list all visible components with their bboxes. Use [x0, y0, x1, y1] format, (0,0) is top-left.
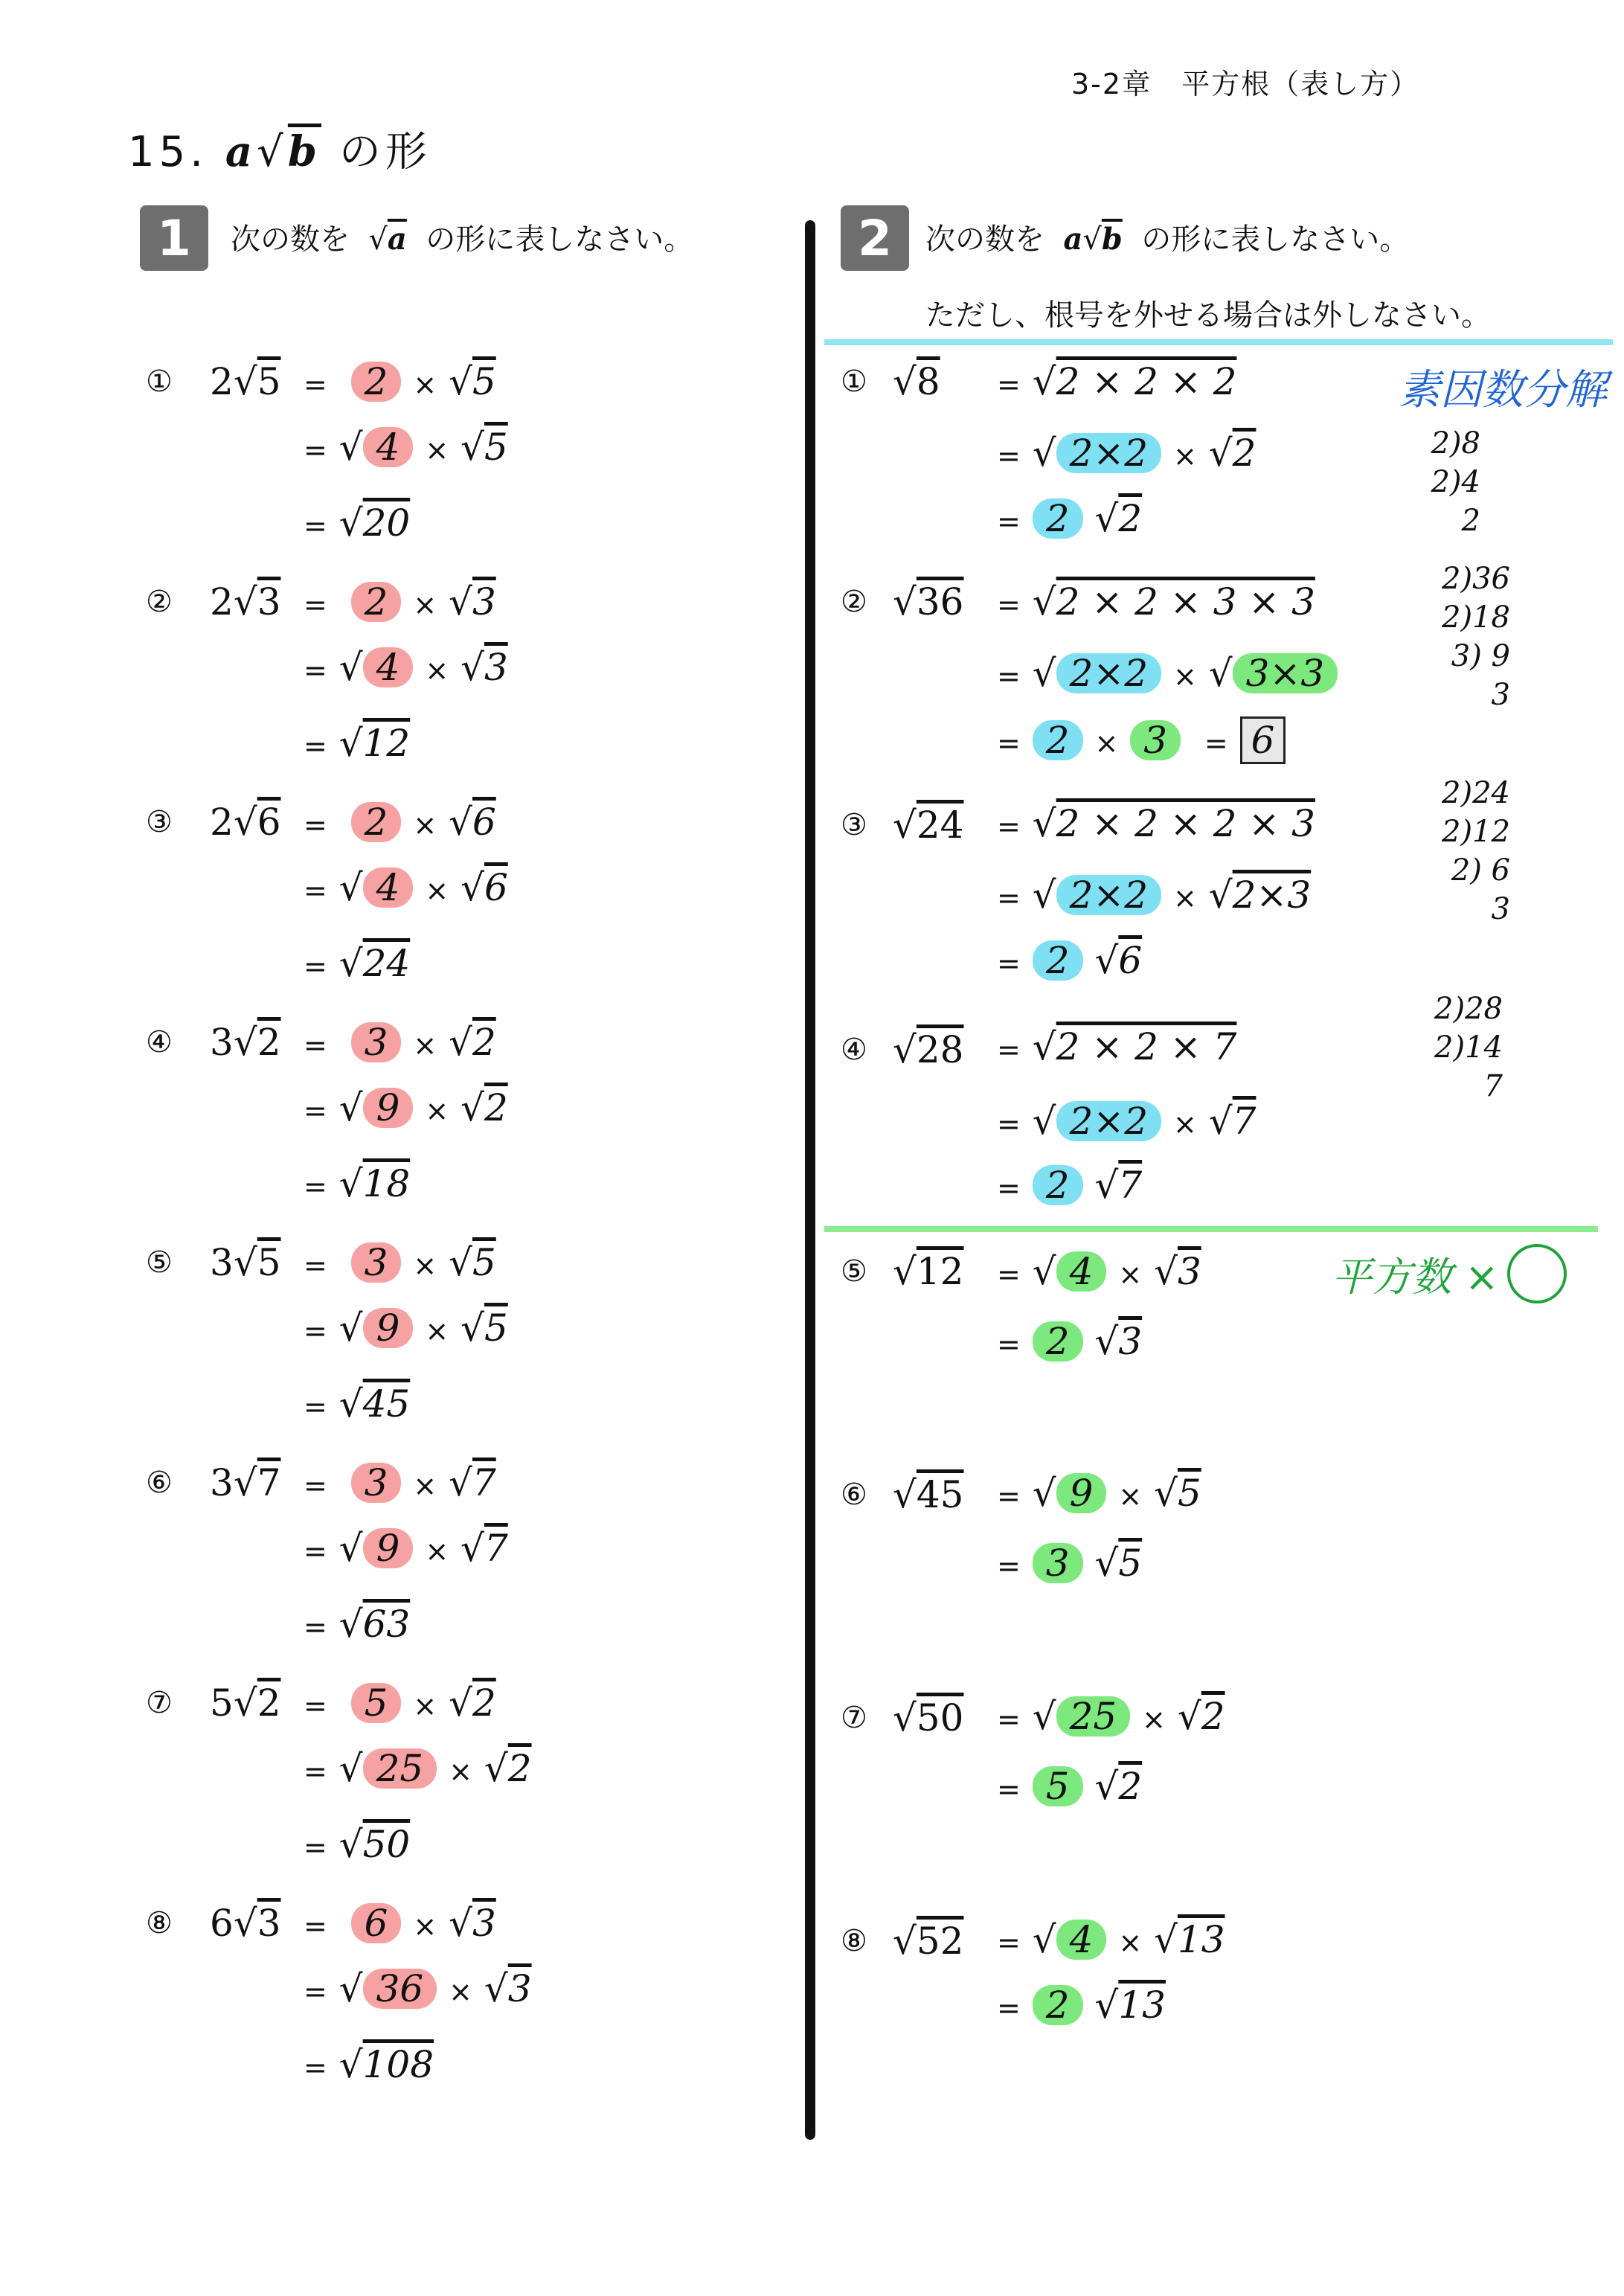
s1-problem-expression: 3√7: [210, 1461, 281, 1504]
note-square-number: 平方数 ×: [1332, 1244, 1567, 1303]
division-work-8: 2)8 2)4 2: [1431, 426, 1480, 538]
s1-step-3: = √63: [304, 1603, 411, 1646]
s1-problem-expression: 2√5: [210, 360, 281, 403]
s2-step-2: = √ 2×2 × √2: [997, 432, 1256, 475]
section-1-instruction: 次の数を √a の形に表しなさい。: [231, 222, 694, 257]
division-work-36: 2)36 2)18 3) 9 3: [1442, 562, 1510, 712]
s1-step-2: = √ 36 × √3: [304, 1967, 532, 2010]
lesson-title: [128, 119, 431, 179]
s2-step-3: = 2 √2: [997, 497, 1143, 540]
column-divider: [805, 220, 815, 2140]
s1-step-1: = 2 × √5: [304, 360, 496, 403]
s2-step-2: = 2 √3: [997, 1320, 1143, 1363]
s1-step-3: = √18: [304, 1162, 411, 1205]
s2-step-1: = √ 9 × √5: [997, 1472, 1201, 1515]
s1-step-1: = 3 × √7: [304, 1461, 496, 1504]
s1-problem-number: ⑤: [146, 1245, 173, 1280]
s1-step-3: = √20: [304, 501, 411, 545]
green-separator: [824, 1226, 1598, 1232]
s1-problem-number: ④: [146, 1025, 173, 1059]
s1-problem-number: ⑥: [146, 1466, 173, 1500]
division-work-24: 2)24 2)12 2) 6 3: [1442, 776, 1510, 926]
s2-step-1: = √ 25 × √2: [997, 1695, 1225, 1738]
circle-icon: [1507, 1244, 1567, 1303]
s1-step-2: = √ 4 × √6: [304, 866, 508, 909]
s2-step-3: = 2 √7: [997, 1164, 1143, 1207]
s2-problem-expression: √52: [893, 1920, 964, 1963]
section-2-badge: 2: [841, 205, 909, 271]
s1-problem-expression: 5√2: [210, 1681, 281, 1725]
s1-problem-number: ①: [146, 365, 173, 399]
s1-step-3: = √108: [304, 2043, 434, 2086]
section-2-instruction-line2: ただし、根号を外せる場合は外しなさい。: [925, 298, 1491, 333]
s2-problem-number: ⑦: [841, 1701, 867, 1735]
s2-step-2: = √ 2×2 × √ 3×3: [997, 652, 1338, 695]
title-b: b: [287, 127, 322, 176]
s2-problem-expression: √28: [893, 1028, 964, 1071]
s2-problem-expression: √36: [893, 580, 964, 623]
division-work-28: 2)28 2)14 7: [1434, 992, 1503, 1103]
s2-problem-number: ⑥: [841, 1478, 867, 1512]
note-prime-factorization: 素因数分解: [1399, 366, 1607, 414]
section-2-instruction: 次の数を a√b の形に表しなさい。: [925, 222, 1410, 257]
s1-problem-expression: 2√3: [210, 580, 281, 623]
answer-box: 6: [1240, 716, 1286, 764]
title-a: a: [225, 127, 257, 176]
s1-step-1: = 3 × √5: [304, 1241, 496, 1284]
s2-problem-number: ①: [841, 365, 867, 399]
s1-step-2: = √ 9 × √2: [304, 1086, 508, 1129]
s1-step-3: = √12: [304, 722, 411, 765]
s2-problem-expression: √50: [893, 1696, 964, 1739]
s2-problem-number: ⑧: [841, 1924, 867, 1958]
s1-step-1: = 3 × √2: [304, 1021, 496, 1064]
lesson-number: 15.: [128, 128, 208, 176]
s2-step-2: = 5 √2: [997, 1765, 1143, 1808]
s1-step-2: = √ 4 × √3: [304, 646, 508, 689]
title-suffix: の形: [338, 128, 431, 176]
s2-problem-number: ④: [841, 1033, 867, 1067]
s1-step-2: = √ 25 × √2: [304, 1747, 532, 1790]
s1-step-2: = √ 4 × √5: [304, 426, 508, 469]
s1-problem-number: ②: [146, 585, 173, 619]
section-1-badge: 1: [140, 205, 208, 271]
s2-step-1: = √2 × 2 × 2 × 3: [997, 802, 1315, 845]
s2-step-3: = 2 × 3 = 6: [997, 719, 1286, 762]
s2-step-1: = √2 × 2 × 3 × 3: [997, 580, 1315, 623]
s2-step-2: = √ 2×2 × √2×3: [997, 873, 1312, 917]
s1-step-3: = √45: [304, 1382, 411, 1426]
s2-step-1: = √2 × 2 × 2: [997, 360, 1237, 403]
s2-step-2: = 2 √13: [997, 1984, 1166, 2027]
cyan-separator: [824, 339, 1613, 345]
s2-step-2: = √ 2×2 × √7: [997, 1100, 1256, 1143]
s2-problem-number: ②: [841, 585, 867, 619]
s1-step-1: = 2 × √6: [304, 801, 496, 844]
s1-step-1: = 5 × √2: [304, 1681, 496, 1725]
s2-problem-expression: √45: [893, 1473, 964, 1516]
s2-step-3: = 2 √6: [997, 939, 1143, 982]
s2-step-1: = √ 4 × √3: [997, 1250, 1201, 1293]
s1-problem-expression: 6√3: [210, 1902, 281, 1945]
chapter-title: 3-2章 平方根（表し方）: [1071, 68, 1420, 100]
s1-step-1: = 6 × √3: [304, 1902, 496, 1945]
s2-problem-number: ③: [841, 808, 867, 842]
s1-problem-expression: 3√2: [210, 1021, 281, 1064]
s1-problem-number: ⑧: [146, 1906, 173, 1940]
s1-problem-expression: 2√6: [210, 801, 281, 844]
s1-step-2: = √ 9 × √7: [304, 1527, 508, 1570]
s1-problem-number: ③: [146, 805, 173, 839]
s2-step-1: = √2 × 2 × 7: [997, 1025, 1237, 1068]
s2-step-2: = 3 √5: [997, 1542, 1143, 1585]
s1-step-3: = √24: [304, 942, 411, 985]
s1-step-1: = 2 × √3: [304, 580, 496, 623]
sqrt-symbol: √: [257, 128, 288, 176]
s2-problem-expression: √12: [893, 1250, 964, 1293]
s1-problem-expression: 3√5: [210, 1241, 281, 1284]
s1-problem-number: ⑦: [146, 1686, 173, 1720]
s2-step-1: = √ 4 × √13: [997, 1918, 1225, 1961]
s1-step-3: = √50: [304, 1823, 411, 1866]
s2-problem-expression: √24: [893, 804, 964, 847]
s2-problem-number: ⑤: [841, 1254, 867, 1289]
s1-step-2: = √ 9 × √5: [304, 1306, 508, 1350]
s2-problem-expression: √8: [893, 360, 940, 403]
